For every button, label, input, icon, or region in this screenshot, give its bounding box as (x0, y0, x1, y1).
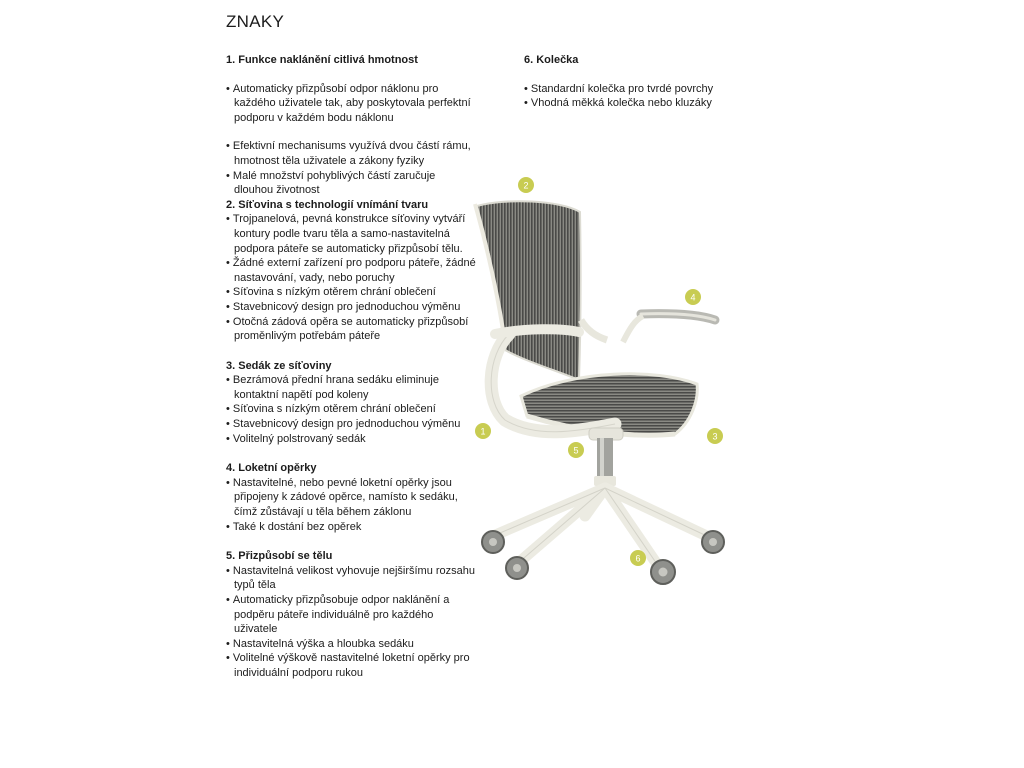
list-item: • Stavebnicový design pro jednoduchou výměnu (226, 300, 476, 315)
section-mesh-backrest (226, 198, 476, 344)
list-item: • Bezrámová přední hrana sedáku eliminuje kontaktní napětí pod koleny (226, 373, 476, 402)
section-body-fit (226, 549, 476, 680)
section-heading: 6. Kolečka (524, 54, 579, 66)
list-item: • Vhodná měkká kolečka nebo kluzáky (524, 96, 784, 111)
list-item: • Síťovina s nízkým otěrem chrání oblečení (226, 402, 476, 417)
section-heading: 4. Loketní opěrky (226, 462, 317, 475)
left-armrest (495, 329, 579, 334)
section-heading: 2. Síťovina s technologií vnímání tvaru (226, 198, 429, 211)
list-item: • Malé množství pohyblivých částí zaručuje dlouhou životnost (226, 169, 476, 198)
section-tilt (226, 53, 476, 198)
svg-text:3: 3 (712, 431, 718, 442)
section-casters (524, 53, 784, 111)
list-item: • Volitelný polstrovaný sedák (226, 432, 476, 447)
list-item: • Automaticky přizpůsobí odpor náklonu pro každého uživatele tak, aby poskytovala perfektní podporu v každém bodu náklonu (226, 82, 476, 126)
casters (482, 531, 724, 584)
list-item: • Nastavitelné, nebo pevné loketní opěrky jsou připojeny k zádové opěrce, namísto k sedáku, čímž zůstávají u těla během záklonu (226, 476, 476, 520)
section-mesh-seat (226, 359, 476, 447)
list-item: • Žádné externí zařízení pro podporu páteře, žádné nastavování, vady, nebo poruchy (226, 256, 476, 285)
section-heading: 1. Funkce naklánění citlivá hmotnost (226, 54, 418, 66)
list-item: • Nastavitelná velikost vyhovuje nejširšímu rozsahu typů těla (226, 564, 476, 593)
marker-2 (518, 177, 534, 193)
section-heading: 5. Přizpůsobí se tělu (226, 550, 333, 563)
section-armrests (226, 461, 476, 534)
features-left-column (226, 53, 476, 681)
svg-text:5: 5 (573, 445, 579, 456)
list-item: • Nastavitelná výška a hloubka sedáku (226, 637, 476, 652)
chair-base (493, 488, 711, 570)
list-item: • Efektivní mechanisums využívá dvou částí rámu, hmotnost těla uživatele a zákony fyziky (226, 139, 476, 168)
page-title: ZNAKY (226, 12, 285, 31)
svg-text:6: 6 (635, 553, 641, 564)
marker-4 (685, 289, 701, 305)
list-item: • Standardní kolečka pro tvrdé povrchy (524, 82, 784, 97)
list-item: • Také k dostání bez opěrek (226, 520, 476, 535)
list-item: • Síťovina s nízkým otěrem chrání oblečení (226, 285, 476, 300)
office-chair-illustration (465, 170, 735, 590)
right-armrest-strut (581, 320, 607, 340)
list-item: • Trojpanelová, pevná konstrukce síťoviny vytváří kontury podle tvaru těla a samo-nastavitelná podpora páteře se automaticky přizpůsobí tělu. (226, 212, 476, 256)
marker-1 (475, 423, 491, 439)
section-heading: 3. Sedák ze síťoviny (226, 359, 332, 372)
marker-6 (630, 550, 646, 566)
list-item: • Otočná zádová opěra se automaticky přizpůsobí proměnlivým potřebám páteře (226, 315, 476, 344)
marker-5 (568, 442, 584, 458)
svg-text:2: 2 (523, 180, 529, 191)
features-right-column (524, 53, 784, 111)
svg-text:4: 4 (690, 292, 696, 303)
list-item: • Volitelné výškově nastavitelné loketní opěrky pro individuální podporu rukou (226, 651, 476, 680)
marker-3 (707, 428, 723, 444)
list-item: • Automaticky přizpůsobuje odpor naklánění a podpěru páteře individuálně pro každého uživatele (226, 593, 476, 637)
list-item: • Stavebnicový design pro jednoduchou výměnu (226, 417, 476, 432)
svg-text:1: 1 (480, 426, 486, 437)
gas-cylinder (597, 438, 613, 482)
